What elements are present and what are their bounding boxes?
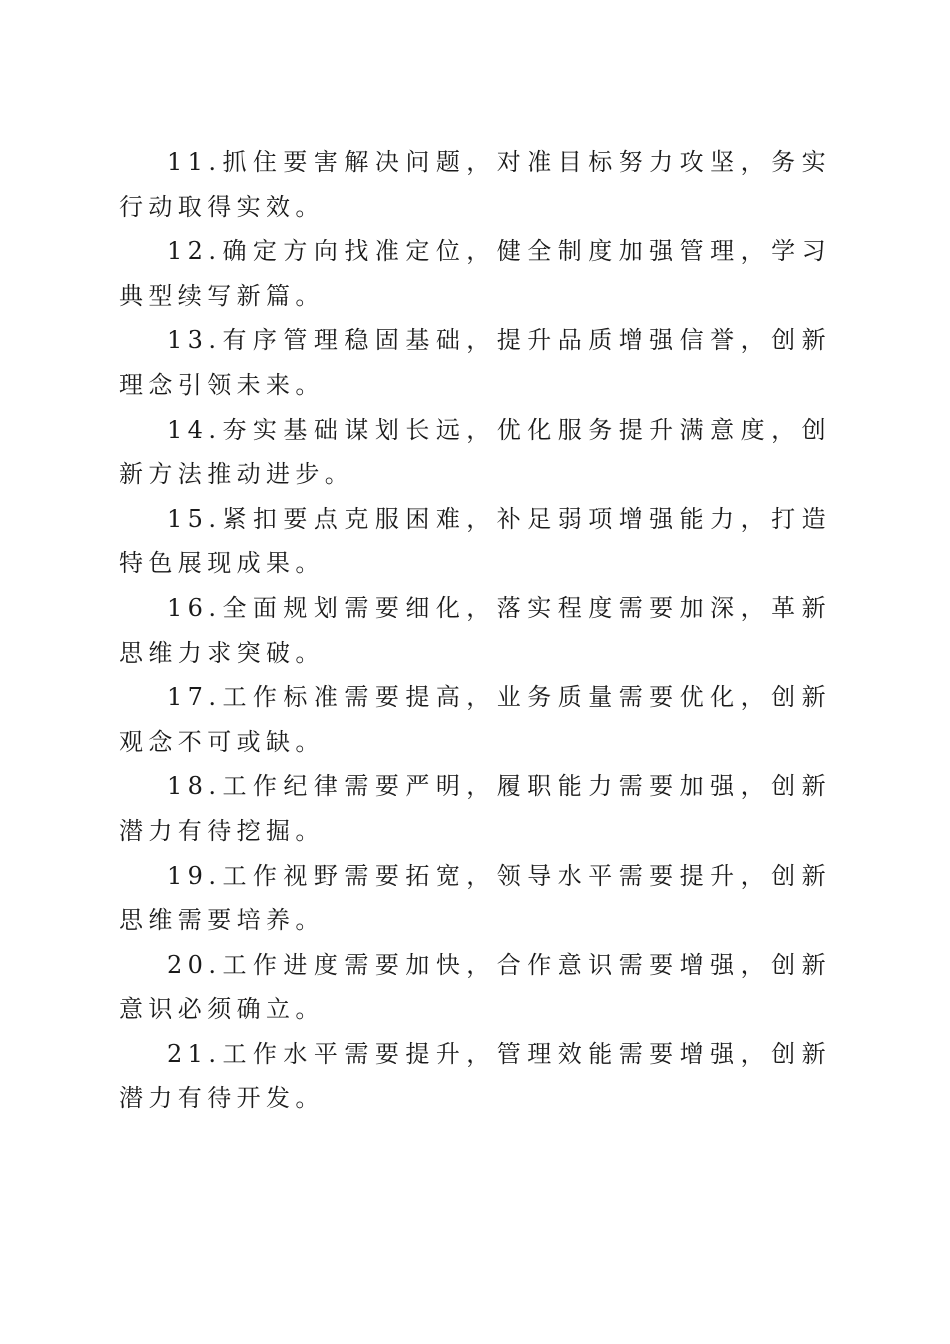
list-item-19: 19.工作视野需要拓宽，领导水平需要提升，创新思维需要培养。 bbox=[119, 861, 831, 935]
list-item-13: 13.有序管理稳固基础，提升品质增强信誉，创新理念引领未来。 bbox=[119, 326, 831, 399]
document-body bbox=[119, 140, 831, 1121]
list-item-16: 16.全面规划需要细化，落实程度需要加深，革新思维力求突破。 bbox=[119, 593, 831, 667]
list-item-15: 15.紧扣要点克服困难，补足弱项增强能力，打造特色展现成果。 bbox=[119, 504, 831, 578]
list-item-18: 18.工作纪律需要严明，履职能力需要加强，创新潜力有待挖掘。 bbox=[119, 772, 831, 845]
list-item-14: 14.夯实基础谋划长远，优化服务提升满意度，创新方法推动进步。 bbox=[119, 415, 831, 489]
list-item-21: 21.工作水平需要提升，管理效能需要增强，创新潜力有待开发。 bbox=[119, 1039, 831, 1113]
list-item-12: 12.确定方向找准定位，健全制度加强管理，学习典型续写新篇。 bbox=[119, 237, 831, 310]
list-item-20: 20.工作进度需要加快，合作意识需要增强，创新意识必须确立。 bbox=[119, 950, 831, 1024]
list-item-11: 11.抓住要害解决问题，对准目标努力攻坚，务实行动取得实效。 bbox=[119, 148, 831, 221]
list-item-17: 17.工作标准需要提高，业务质量需要优化，创新观念不可或缺。 bbox=[119, 683, 831, 756]
